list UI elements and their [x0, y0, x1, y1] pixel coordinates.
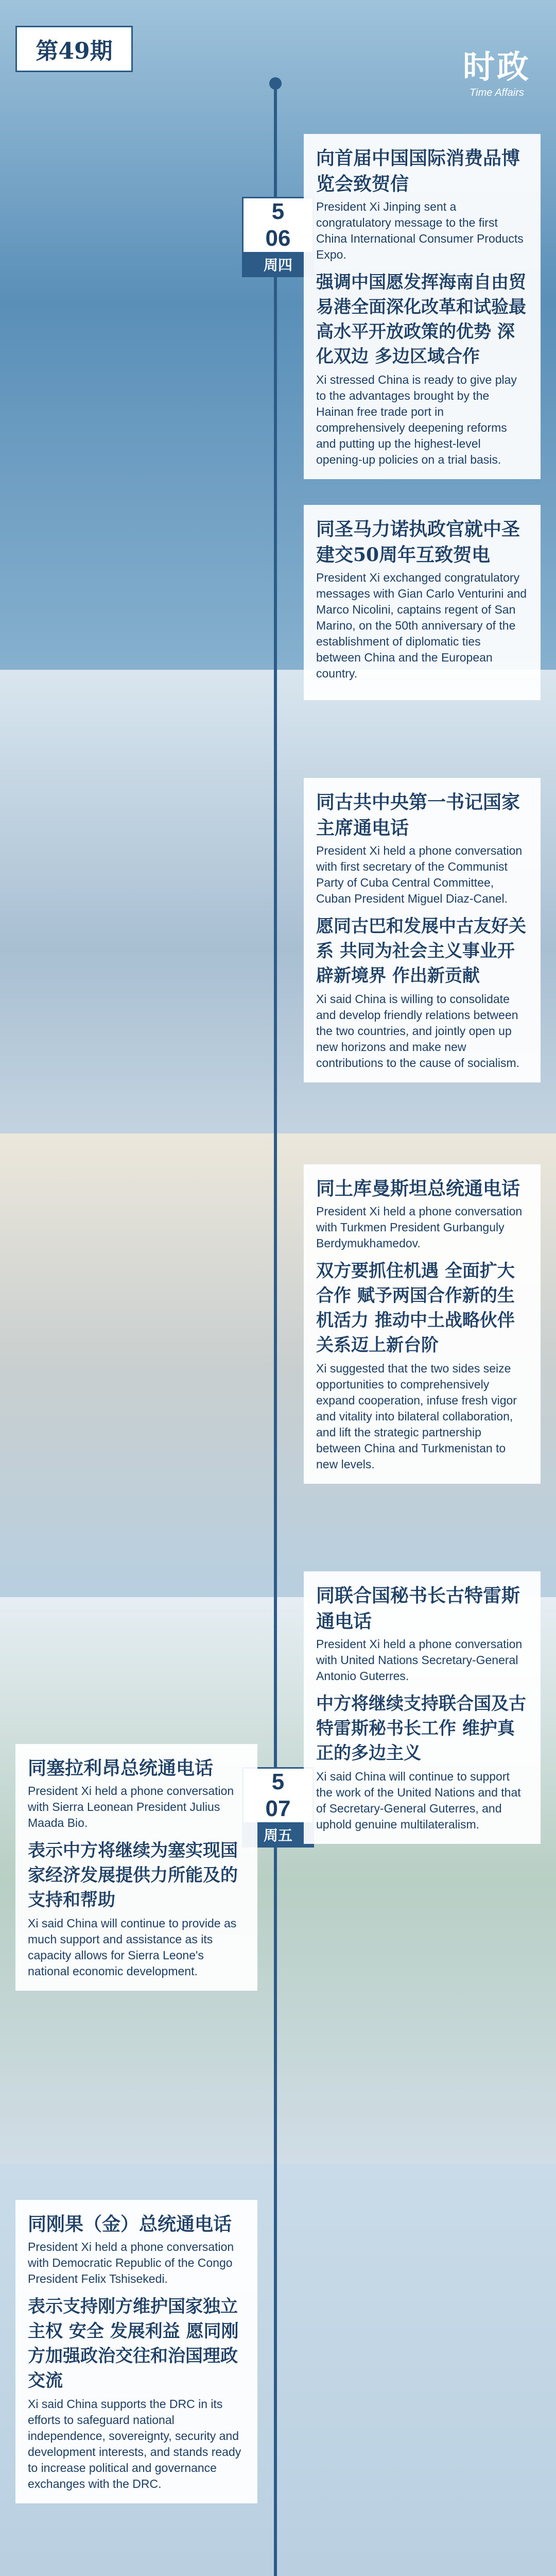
news-card-expo [304, 134, 541, 479]
card-quote-cn: 双方要抓住机遇 全面扩大合作 赋予两国合作新的生机活力 推动中土战略伙伴关系迈上新台阶 [316, 1261, 515, 1355]
card-title-en: President Xi exchanged congratulatory messages with Gian Carlo Venturini and Marco Nicolini, captains regent of San Marino, on the 50th anniversary of the establishment of diplomatic ties between China and the European country. [316, 571, 527, 680]
card-title-en: President Xi held a phone conversation with Sierra Leonean President Julius Maada Bio. [28, 1784, 234, 1829]
card-quote-en: Xi said China supports the DRC in its efforts to safeguard national independence, sovereignty, security and development interests, and stands ready to increase political and governance exchanges with the DRC. [28, 2397, 241, 2490]
news-card-san-marino [304, 505, 541, 700]
card-title-en: President Xi Jinping sent a congratulatory message to the first China International Consumer Products Expo. [316, 200, 524, 261]
card-quote-en: Xi said China will continue to provide as much support and assistance as its capacity allows for Sierra Leone's national economic development. [28, 1917, 237, 1978]
date-day: 06 [265, 226, 291, 251]
date-number [242, 197, 314, 253]
card-quote-cn: 表示中方将继续为塞实现国家经济发展提供力所能及的支持和帮助 [28, 1840, 238, 1910]
card-title-cn: 同刚果（金）总统通电话 [28, 2213, 232, 2235]
news-card-sierra-leone [15, 1744, 257, 1991]
program-logo [453, 31, 541, 118]
issue-badge: 第49期 [15, 26, 133, 72]
card-title-cn: 同土库曼斯坦总统通电话 [316, 1178, 520, 1199]
news-card-un [304, 1571, 541, 1844]
card-title-cn: 向首届中国国际消费品博览会致贺信 [316, 147, 520, 195]
date-month: 5 [271, 199, 285, 224]
card-quote-cn: 中方将继续支持联合国及古特雷斯秘书长工作 维护真正的多边主义 [316, 1693, 526, 1764]
card-title-cn: 同塞拉利昂总统通电话 [28, 1757, 214, 1779]
card-quote-en: Xi said China is willing to consolidate and develop friendly relations between the two countries, and jointly open up new horizons and make new contributions to the cause of socialism. [316, 992, 520, 1070]
logo-main-text: 时政 [462, 47, 531, 86]
card-quote-cn: 强调中国愿发挥海南自由贸易港全面深化改革和试验最高水平开放政策的优势 深化双边 多边区域合作 [316, 272, 526, 367]
logo-sub-text: Time Affairs [470, 87, 524, 98]
news-card-cuba [304, 778, 541, 1082]
news-card-turkmenistan [304, 1164, 541, 1484]
card-quote-en: Xi said China will continue to support the work of the United Nations and that of Secretary-General Guterres, and uphold genuine multilateralism. [316, 1770, 521, 1831]
date-day: 07 [265, 1796, 291, 1821]
card-title-cn: 同古共中央第一书记国家主席通电话 [316, 791, 520, 839]
card-quote-cn: 表示支持刚方维护国家独立 主权 安全 发展利益 愿同刚方加强政治交往和治国理政交流 [28, 2296, 239, 2391]
date-weekday: 周五 [242, 1824, 314, 1848]
date-weekday: 周四 [242, 253, 314, 277]
card-quote-cn: 愿同古巴和发展中古友好关系 共同为社会主义事业开辟新境界 作出新贡献 [316, 916, 526, 986]
card-title-en: President Xi held a phone conversation with United Nations Secretary-General Antonio Guterres. [316, 1637, 523, 1683]
timeline-start-dot [269, 77, 282, 90]
card-quote-en: Xi suggested that the two sides seize opportunities to comprehensively expand cooperation, infuse fresh vigor and vitality into bilateral collaboration, and lift the strategic partnership between China and Turkmenistan to new levels. [316, 1362, 517, 1471]
card-title-cn: 同圣马力诺执政官就中圣建交50周年互致贺电 [316, 518, 520, 566]
news-card-congo [15, 2200, 257, 2503]
timeline-line [274, 82, 277, 2576]
date-tag-0506 [242, 197, 314, 277]
card-title-en: President Xi held a phone conversation with Turkmen President Gurbanguly Berdymukhamedov. [316, 1205, 523, 1250]
card-title-en: President Xi held a phone conversation with first secretary of the Communist Party of Cuba Central Committee, Cuban President Miguel Diaz-Canel. [316, 844, 523, 905]
date-month: 5 [271, 1769, 285, 1794]
card-title-cn: 同联合国秘书长古特雷斯通电话 [316, 1585, 520, 1632]
card-title-en: President Xi held a phone conversation with Democratic Republic of the Congo President Felix Tshisekedi. [28, 2240, 234, 2285]
card-quote-en: Xi stressed China is ready to give play to the advantages brought by the Hainan free trade port in comprehensively deepening reforms and putting up the highest-level opening-up policies on a trial basis. [316, 373, 517, 466]
